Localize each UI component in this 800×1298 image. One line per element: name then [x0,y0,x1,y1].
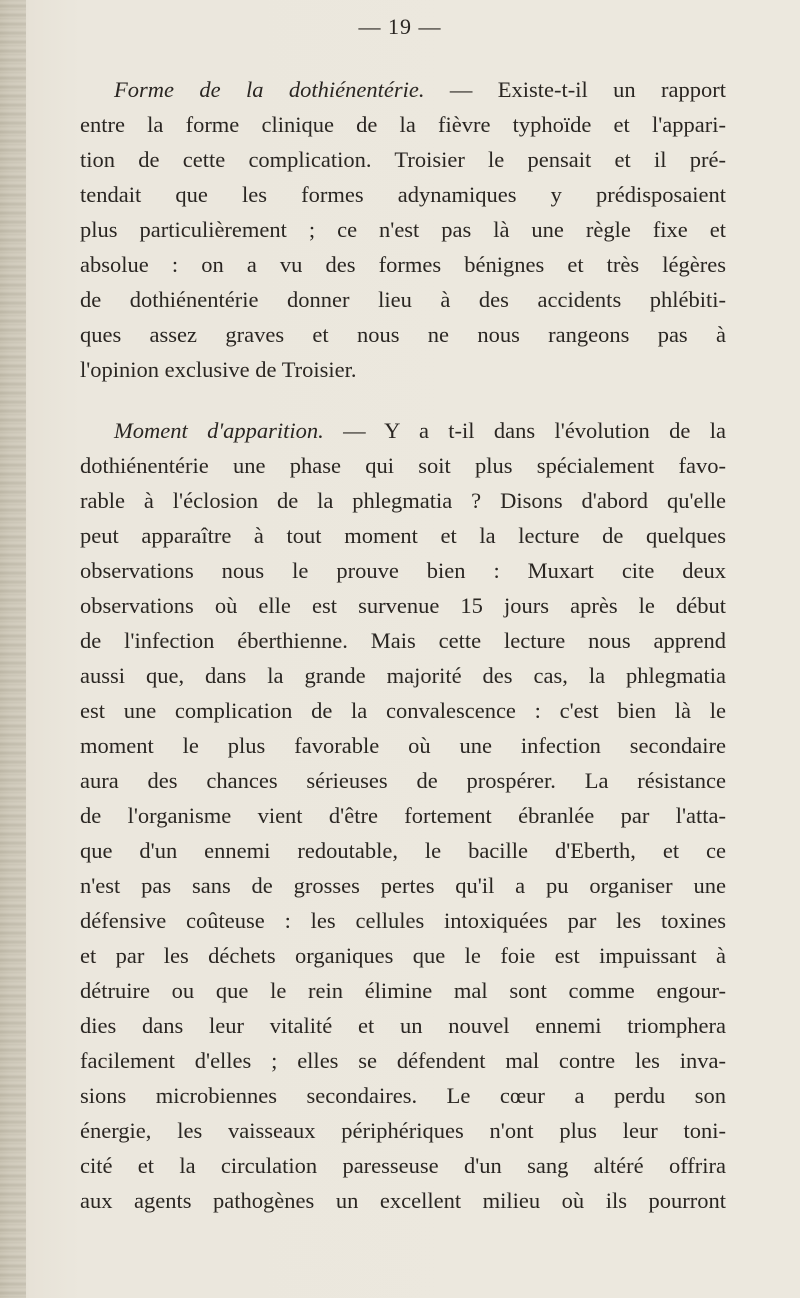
text-line: de dothiénentérie donner lieu à des accidents phlébiti- [80,287,726,312]
text-line: plus particulièrement ; ce n'est pas là une règle fixe et [80,217,726,242]
text-line: et par les déchets organiques que le foie est impuissant à [80,943,726,968]
text-line: dies dans leur vitalité et un nouvel ennemi triomphera [80,1013,726,1038]
text-line: dothiénentérie une phase qui soit plus spécialement favo- [80,453,726,478]
text-line: entre la forme clinique de la fièvre typhoïde et l'appari- [80,112,726,137]
section-heading: Forme de la dothiénentérie. [114,77,425,102]
text-line: peut apparaître à tout moment et la lecture de quelques [80,523,726,548]
text-line: sions microbiennes secondaires. Le cœur a perdu son [80,1083,726,1108]
text-line: cité et la circulation paresseuse d'un sang altéré offrira [80,1153,726,1178]
text-line: absolue : on a vu des formes bénignes et très légères [80,252,726,277]
text-line: défensive coûteuse : les cellules intoxiquées par les toxines [80,908,726,933]
binding-edge [0,0,26,1298]
text-line: tion de cette complication. Troisier le pensait et il pré- [80,147,726,172]
text-line: l'opinion exclusive de Troisier. [80,357,357,382]
page-number: — 19 — [358,14,442,39]
text-line: est une complication de la convalescence : c'est bien là le [80,698,726,723]
text-line: aussi que, dans la grande majorité des cas, la phlegmatia [80,663,726,688]
paragraph-gap [80,387,726,413]
paragraph-moment [80,413,726,1218]
text-line: tendait que les formes adynamiques y prédisposaient [80,182,726,207]
text-line: Forme de la dothiénentérie. — Existe-t-il un rapport [114,77,726,102]
text-line: facilement d'elles ; elles se défendent mal contre les inva- [80,1048,726,1073]
text-line: que d'un ennemi redoutable, le bacille d'Eberth, et ce [80,838,726,863]
text-line: n'est pas sans de grosses pertes qu'il a pu organiser une [80,873,726,898]
text-line: moment le plus favorable où une infection secondaire [80,733,726,758]
text-line: observations où elle est survenue 15 jours après le début [80,593,726,618]
text-line: aux agents pathogènes un excellent milieu où ils pourront [80,1188,726,1213]
text-line: rable à l'éclosion de la phlegmatia ? Disons d'abord qu'elle [80,488,726,513]
body-text [80,72,726,1218]
text-line: observations nous le prouve bien : Muxart cite deux [80,558,726,583]
section-heading: Moment d'apparition. [114,418,324,443]
text-line: Moment d'apparition. — Y a t-il dans l'évolution de la [114,418,726,443]
text-line: de l'infection éberthienne. Mais cette lecture nous apprend [80,628,726,653]
paragraph-form [80,72,726,387]
text-line: de l'organisme vient d'être fortement ébranlée par l'atta- [80,803,726,828]
text-line: énergie, les vaisseaux périphériques n'ont plus leur toni- [80,1118,726,1143]
text-line: aura des chances sérieuses de prospérer. La résistance [80,768,726,793]
text-line: ques assez graves et nous ne nous rangeons pas à [80,322,726,347]
text-line: détruire ou que le rein élimine mal sont comme engour- [80,978,726,1003]
